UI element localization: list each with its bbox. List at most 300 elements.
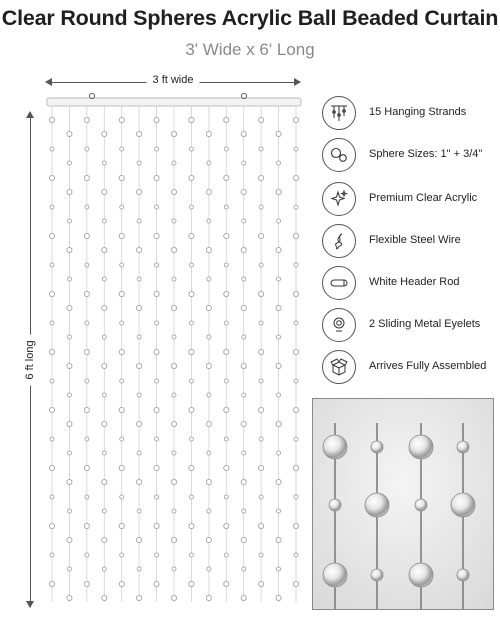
bead	[189, 581, 194, 586]
bead	[154, 523, 159, 528]
feature-item	[322, 350, 498, 390]
bead	[171, 305, 176, 310]
bead	[259, 581, 264, 586]
bead	[259, 233, 264, 238]
bead	[67, 189, 72, 194]
bead	[102, 161, 106, 165]
bead	[172, 451, 176, 455]
bead	[171, 421, 176, 426]
bead	[154, 117, 159, 122]
bead	[259, 553, 263, 557]
bead	[119, 407, 124, 412]
bead	[276, 363, 281, 368]
bead	[85, 379, 89, 383]
large-sphere	[323, 435, 347, 459]
beaded-curtain-illustration	[44, 92, 306, 614]
bead	[50, 495, 54, 499]
bead	[67, 595, 72, 600]
sphere-closeup-illustration	[313, 399, 493, 609]
bead	[67, 537, 72, 542]
bead	[277, 393, 281, 397]
bead	[85, 437, 89, 441]
bead	[119, 465, 124, 470]
bead	[67, 393, 71, 397]
large-sphere	[451, 493, 475, 517]
arrow-down-icon	[26, 601, 34, 608]
bead	[242, 451, 246, 455]
bead	[120, 437, 124, 441]
bead	[259, 263, 263, 267]
bead	[102, 567, 106, 571]
bead	[293, 581, 298, 586]
bead	[85, 495, 89, 499]
bead	[137, 363, 142, 368]
bead	[293, 117, 298, 122]
bead	[67, 247, 72, 252]
bead	[50, 553, 54, 557]
eyelet-icon	[322, 308, 356, 342]
bead	[155, 147, 159, 151]
bead	[277, 277, 281, 281]
bead	[293, 349, 298, 354]
bead	[102, 131, 107, 136]
bead	[102, 219, 106, 223]
bead	[50, 437, 54, 441]
bead	[224, 465, 229, 470]
bead	[206, 247, 211, 252]
bead	[294, 205, 298, 209]
bead	[189, 495, 193, 499]
bead	[276, 131, 281, 136]
bead	[259, 205, 263, 209]
bead	[293, 465, 298, 470]
bead	[137, 161, 141, 165]
bead	[224, 263, 228, 267]
bead	[259, 175, 264, 180]
sparkle-icon	[322, 182, 356, 216]
bead	[189, 205, 193, 209]
bead	[241, 189, 246, 194]
bead	[171, 247, 176, 252]
sphere-sizes-panel	[312, 398, 494, 610]
bead	[224, 495, 228, 499]
width-dimension	[46, 74, 300, 90]
bead	[207, 451, 211, 455]
bead	[85, 147, 89, 151]
hanging-strands-icon	[322, 96, 356, 130]
bead	[293, 175, 298, 180]
bead	[224, 175, 229, 180]
bead	[67, 277, 71, 281]
bead	[224, 407, 229, 412]
bead	[294, 321, 298, 325]
bead	[224, 349, 229, 354]
bead	[84, 407, 89, 412]
bead	[67, 161, 71, 165]
bead	[67, 131, 72, 136]
bead	[119, 349, 124, 354]
feature-label: Premium Clear Acrylic	[369, 192, 478, 204]
bead	[224, 321, 228, 325]
bead	[276, 305, 281, 310]
bead	[259, 147, 263, 151]
bead	[276, 247, 281, 252]
bead	[102, 421, 107, 426]
box-icon	[322, 350, 356, 384]
bead	[224, 117, 229, 122]
bead	[50, 379, 54, 383]
bead	[49, 407, 54, 412]
bead	[137, 305, 142, 310]
bead	[119, 117, 124, 122]
bead	[119, 291, 124, 296]
bead	[120, 263, 124, 267]
bead	[242, 219, 246, 223]
bead	[242, 393, 246, 397]
bead	[172, 509, 176, 513]
bead	[49, 233, 54, 238]
bead	[120, 321, 124, 325]
bead	[137, 131, 142, 136]
feature-label: Sphere Sizes: 1" + 3/4"	[369, 148, 483, 160]
bead	[67, 567, 71, 571]
bead	[154, 175, 159, 180]
bead	[206, 363, 211, 368]
bead	[207, 567, 211, 571]
page-title: Clear Round Spheres Acrylic Ball Beaded Curtain	[1, 6, 499, 30]
bead	[189, 233, 194, 238]
bead	[84, 349, 89, 354]
bead	[119, 523, 124, 528]
header-rod	[47, 98, 301, 106]
bead	[102, 393, 106, 397]
feature-item	[322, 138, 498, 178]
bead	[277, 219, 281, 223]
feature-label: Flexible Steel Wire	[369, 234, 461, 246]
bead	[172, 393, 176, 397]
bead	[172, 567, 176, 571]
bead	[259, 407, 264, 412]
bead	[119, 175, 124, 180]
bead	[84, 523, 89, 528]
bead	[259, 321, 263, 325]
bead	[154, 581, 159, 586]
bead	[155, 263, 159, 267]
bead	[49, 291, 54, 296]
bead	[155, 205, 159, 209]
bead	[189, 175, 194, 180]
bead	[137, 335, 141, 339]
bead	[155, 553, 159, 557]
bead	[171, 363, 176, 368]
bead	[67, 305, 72, 310]
bead	[224, 553, 228, 557]
bead	[189, 553, 193, 557]
bead	[241, 247, 246, 252]
bead	[137, 277, 141, 281]
arrow-left-icon	[45, 78, 52, 86]
bead	[102, 595, 107, 600]
bead	[154, 291, 159, 296]
bead	[259, 117, 264, 122]
bead	[293, 523, 298, 528]
bead	[294, 263, 298, 267]
bead	[137, 393, 141, 397]
bead	[207, 335, 211, 339]
bead	[171, 595, 176, 600]
bead	[259, 379, 263, 383]
bead	[102, 335, 106, 339]
height-label: 6 ft long	[24, 334, 36, 385]
bead	[137, 247, 142, 252]
bead	[50, 147, 54, 151]
bead	[102, 189, 107, 194]
bead	[120, 205, 124, 209]
bead	[67, 509, 71, 513]
bead	[207, 219, 211, 223]
bead	[189, 117, 194, 122]
small-sphere	[457, 441, 469, 453]
bead	[137, 421, 142, 426]
small-sphere	[457, 569, 469, 581]
bead	[120, 147, 124, 151]
bead	[206, 595, 211, 600]
steel-wire-icon	[322, 224, 356, 258]
height-dimension	[22, 112, 38, 607]
header-rod-icon	[322, 266, 356, 300]
bead	[277, 451, 281, 455]
bead	[102, 277, 106, 281]
bead	[137, 189, 142, 194]
bead	[120, 495, 124, 499]
bead	[171, 537, 176, 542]
small-sphere	[415, 499, 427, 511]
bead	[154, 233, 159, 238]
bead	[241, 421, 246, 426]
bead	[137, 479, 142, 484]
bead	[50, 263, 54, 267]
bead	[67, 479, 72, 484]
feature-label: Arrives Fully Assembled	[369, 360, 487, 372]
bead	[84, 233, 89, 238]
bead	[189, 437, 193, 441]
bead	[67, 335, 71, 339]
feature-item	[322, 96, 498, 136]
bead	[50, 205, 54, 209]
bead	[206, 189, 211, 194]
bead	[154, 465, 159, 470]
bead	[224, 147, 228, 151]
small-sphere	[371, 569, 383, 581]
bead	[155, 495, 159, 499]
bead	[294, 147, 298, 151]
bead	[189, 349, 194, 354]
bead	[67, 219, 71, 223]
feature-label: 2 Sliding Metal Eyelets	[369, 318, 481, 330]
bead	[84, 581, 89, 586]
bead	[224, 523, 229, 528]
bead	[189, 291, 194, 296]
bead	[154, 407, 159, 412]
bead	[84, 465, 89, 470]
bead	[137, 595, 142, 600]
bead	[85, 321, 89, 325]
bead	[137, 567, 141, 571]
bead	[241, 363, 246, 368]
bead	[224, 205, 228, 209]
bead	[277, 335, 281, 339]
bead	[241, 305, 246, 310]
bead	[242, 509, 246, 513]
arrow-up-icon	[26, 111, 34, 118]
bead	[49, 523, 54, 528]
bead	[276, 537, 281, 542]
bead	[172, 277, 176, 281]
bead	[293, 233, 298, 238]
bead	[293, 407, 298, 412]
bead	[119, 233, 124, 238]
bead	[189, 523, 194, 528]
bead	[49, 175, 54, 180]
bead	[49, 349, 54, 354]
feature-item	[322, 308, 498, 348]
bead	[155, 321, 159, 325]
bead	[224, 233, 229, 238]
bead	[137, 509, 141, 513]
bead	[259, 349, 264, 354]
width-label: 3 ft wide	[147, 74, 200, 86]
bead	[242, 567, 246, 571]
bead	[276, 595, 281, 600]
bead	[224, 581, 229, 586]
bead	[49, 117, 54, 122]
feature-label: 15 Hanging Strands	[369, 106, 467, 118]
small-sphere	[371, 441, 383, 453]
bead	[294, 379, 298, 383]
bead	[207, 509, 211, 513]
bead	[242, 277, 246, 281]
bead	[172, 335, 176, 339]
bead	[206, 131, 211, 136]
bead	[206, 305, 211, 310]
large-sphere	[409, 435, 433, 459]
bead	[137, 451, 141, 455]
bead	[119, 581, 124, 586]
bead	[171, 479, 176, 484]
bead	[154, 349, 159, 354]
feature-item	[322, 224, 498, 264]
bead	[241, 479, 246, 484]
bead	[242, 161, 246, 165]
bead	[189, 407, 194, 412]
bead	[241, 537, 246, 542]
bead	[277, 509, 281, 513]
bead	[171, 189, 176, 194]
bead	[120, 553, 124, 557]
bead	[120, 379, 124, 383]
bead	[84, 291, 89, 296]
bead	[259, 523, 264, 528]
bead	[171, 131, 176, 136]
bead	[85, 553, 89, 557]
bead	[102, 509, 106, 513]
bead	[172, 161, 176, 165]
bead	[102, 479, 107, 484]
bead	[67, 363, 72, 368]
bead	[207, 277, 211, 281]
feature-item	[322, 266, 498, 306]
bead	[224, 379, 228, 383]
bead	[189, 465, 194, 470]
page-subtitle: 3' Wide x 6' Long	[185, 40, 315, 59]
arrow-right-icon	[294, 78, 301, 86]
bead	[102, 247, 107, 252]
feature-item	[322, 182, 498, 222]
bead	[137, 219, 141, 223]
feature-label: White Header Rod	[369, 276, 460, 288]
bead	[67, 421, 72, 426]
small-sphere	[329, 499, 341, 511]
bead	[155, 437, 159, 441]
bead	[49, 465, 54, 470]
bead	[172, 219, 176, 223]
bead	[241, 595, 246, 600]
bead	[189, 147, 193, 151]
bead	[293, 291, 298, 296]
bead	[102, 537, 107, 542]
bead	[259, 465, 264, 470]
bead	[224, 437, 228, 441]
bead	[206, 421, 211, 426]
bead	[85, 263, 89, 267]
bead	[277, 567, 281, 571]
bead	[102, 451, 106, 455]
bead	[102, 363, 107, 368]
bead	[102, 305, 107, 310]
bead	[189, 263, 193, 267]
bead	[206, 479, 211, 484]
bead	[84, 117, 89, 122]
bead	[84, 175, 89, 180]
bead	[241, 131, 246, 136]
large-sphere	[365, 493, 389, 517]
bead	[85, 205, 89, 209]
bead	[259, 495, 263, 499]
bead	[224, 291, 229, 296]
bead	[50, 321, 54, 325]
bead	[242, 335, 246, 339]
bead	[277, 161, 281, 165]
bead	[155, 379, 159, 383]
bead	[294, 495, 298, 499]
bead	[294, 437, 298, 441]
large-sphere	[409, 563, 433, 587]
bead	[49, 581, 54, 586]
bead	[206, 537, 211, 542]
bead	[294, 553, 298, 557]
bead	[276, 479, 281, 484]
bead	[276, 421, 281, 426]
bead	[259, 437, 263, 441]
bead	[189, 379, 193, 383]
strands-group	[49, 106, 298, 602]
large-sphere	[323, 563, 347, 587]
bead	[259, 291, 264, 296]
bead	[189, 321, 193, 325]
bead	[207, 393, 211, 397]
bead	[67, 451, 71, 455]
bead	[137, 537, 142, 542]
